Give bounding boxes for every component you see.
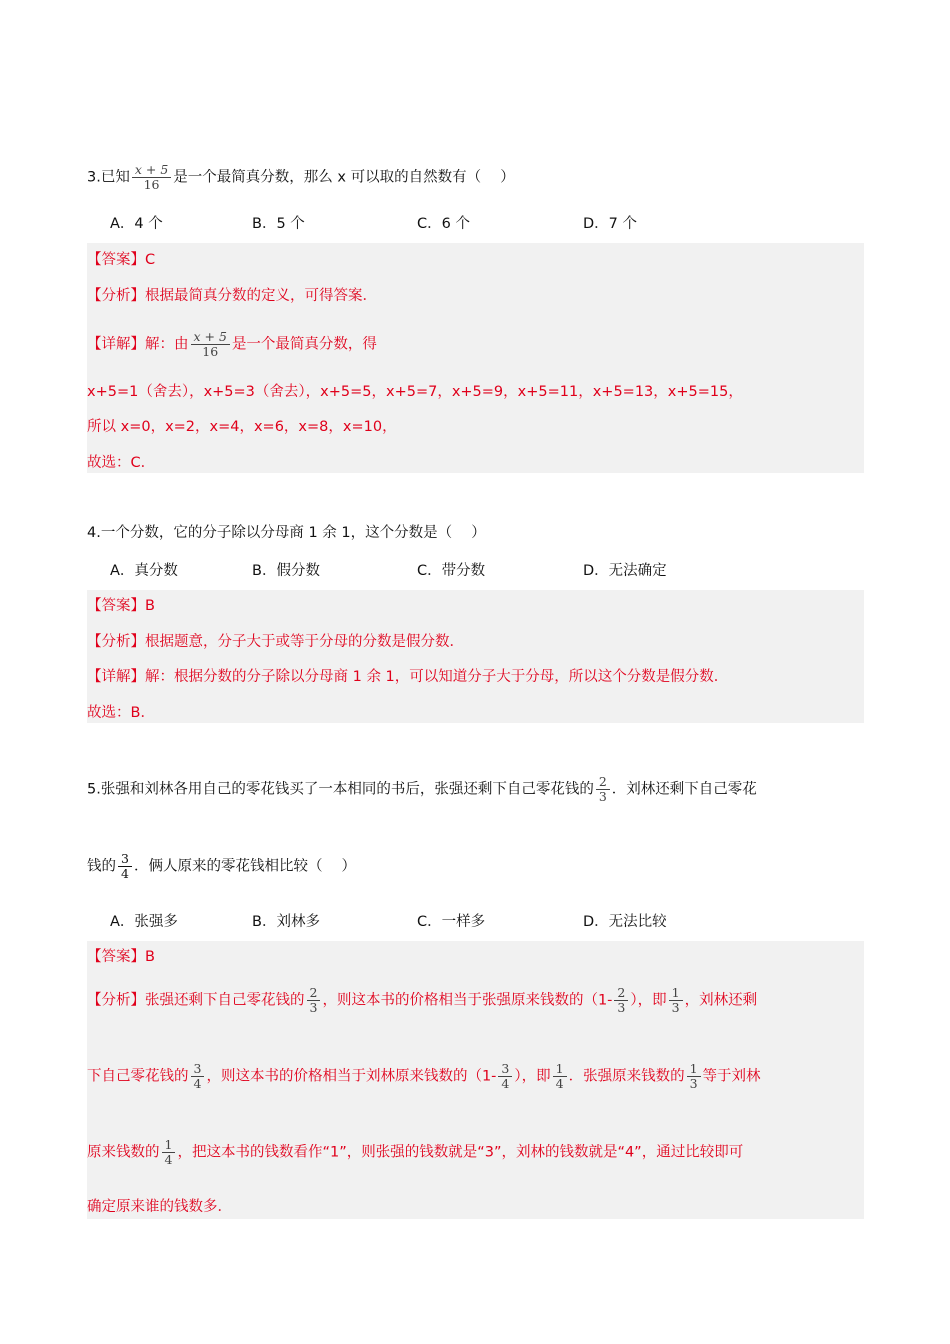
- fraction-1-4: $\frac{1}{4}$: [162, 1138, 176, 1167]
- q3-detail: 【详解】解：由 $\frac{x + 5}{16}$ 是一个最简真分数，得: [87, 329, 377, 359]
- q3-fraction: $\frac{x + 5}{16}$: [132, 163, 171, 192]
- q3-conclusion: 故选：C．: [87, 455, 156, 471]
- q5-analysis-line1: 【分析】张强还剩下自己零花钱的 $\frac{2}{3}$ ，则这本书的价格相当于张强原来钱数的（1- $\frac{2}{3}$ ），即 $\frac{1}{3}$ ，刘林还剩: [87, 985, 758, 1015]
- q5-option-c[interactable]: C．一样多: [417, 914, 486, 930]
- fraction-1-4: $\frac{1}{4}$: [553, 1062, 567, 1091]
- q3-option-c[interactable]: C．6 个: [417, 216, 470, 232]
- q4-stem: 4.一个分数，它的分子除以分母商 1 余 1，这个分数是（ ）: [87, 525, 486, 541]
- q3-option-a[interactable]: A．4 个: [110, 216, 163, 232]
- q5-analysis-line3: 原来钱数的 $\frac{1}{4}$ ，把这本书的钱数看作“1”，则张强的钱数就是“3”，刘林的钱数就是“4”，通过比较即可: [87, 1137, 744, 1167]
- fraction-3-4: $\frac{3}{4}$: [498, 1062, 512, 1091]
- fraction-2-3: $\frac{2}{3}$: [307, 986, 321, 1015]
- q3-detail-line1: x+5=1（舍去），x+5=3（舍去），x+5=5，x+5=7，x+5=9，x+5=11，x+5=13，x+5=15，: [87, 384, 743, 400]
- q3-detail-fraction: $\frac{x + 5}{16}$: [191, 330, 230, 359]
- q5-option-a[interactable]: A．张强多: [110, 914, 178, 930]
- q4-option-b[interactable]: B．假分数: [252, 563, 320, 579]
- q5-stem-line1: 5.张强和刘林各用自己的零花钱买了一本相同的书后，张强还剩下自己零花钱的 $\frac{2}{3}$ ．刘林还剩下自己零花: [87, 774, 757, 804]
- q3-prefix: 3.已知: [87, 169, 130, 186]
- fraction-1-3: $\frac{1}{3}$: [669, 986, 683, 1015]
- q5-option-d[interactable]: D．无法比较: [583, 914, 667, 930]
- q4-solution-box: [87, 590, 864, 723]
- fraction-2-3: $\frac{2}{3}$: [614, 986, 628, 1015]
- q4-answer: 【答案】B: [87, 598, 155, 614]
- q3-answer: 【答案】C: [87, 252, 156, 268]
- q5-stem-line2: 钱的 $\frac{3}{4}$ ．俩人原来的零花钱相比较（ ）: [87, 851, 357, 881]
- q5-fraction-3-4: $\frac{3}{4}$: [118, 852, 132, 881]
- q3-analysis: 【分析】根据最简真分数的定义，可得答案．: [87, 288, 377, 304]
- q5-analysis-line2: 下自己零花钱的 $\frac{3}{4}$ ，则这本书的价格相当于刘林原来钱数的（1- $\frac{3}{4}$ ），即 $\frac{1}{4}$ ．张强原来钱数的 $\frac{1}{3}$ 等于刘林: [87, 1061, 761, 1091]
- q5-fraction-2-3: $\frac{2}{3}$: [596, 775, 610, 804]
- q4-analysis: 【分析】根据题意，分子大于或等于分母的分数是假分数．: [87, 634, 464, 650]
- q4-conclusion: 故选：B．: [87, 705, 155, 721]
- q3-suffix: 是一个最简真分数，那么 x 可以取的自然数有（ ）: [173, 169, 515, 186]
- q5-option-b[interactable]: B．刘林多: [252, 914, 320, 930]
- q4-option-c[interactable]: C．带分数: [417, 563, 486, 579]
- q5-analysis-line4: 确定原来谁的钱数多．: [87, 1199, 232, 1215]
- q3-option-d[interactable]: D．7 个: [583, 216, 637, 232]
- q3-stem: [87, 163, 515, 192]
- q5-answer: 【答案】B: [87, 949, 155, 965]
- q3-option-b[interactable]: B．5 个: [252, 216, 305, 232]
- fraction-1-3: $\frac{1}{3}$: [687, 1062, 701, 1091]
- q4-detail: 【详解】解：根据分数的分子除以分母商 1 余 1，可以知道分子大于分母，所以这个分数是假分数．: [87, 669, 729, 685]
- q4-option-a[interactable]: A．真分数: [110, 563, 178, 579]
- q3-detail-line2: 所以 x=0，x=2，x=4，x=6，x=8，x=10，: [87, 419, 397, 435]
- fraction-3-4: $\frac{3}{4}$: [191, 1062, 205, 1091]
- q4-option-d[interactable]: D．无法确定: [583, 563, 667, 579]
